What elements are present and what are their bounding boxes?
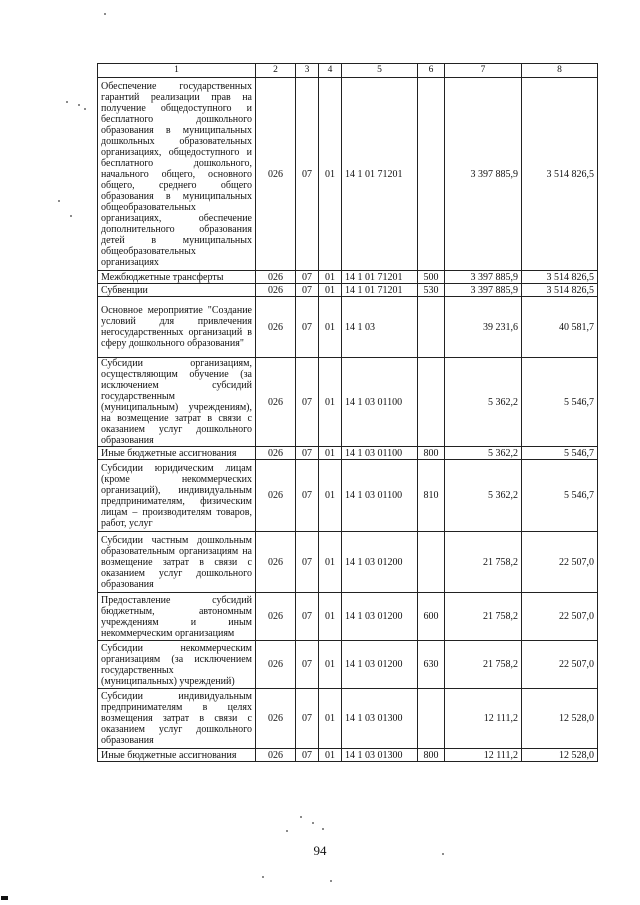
amount-cell-col7: 5 362,2 <box>445 460 522 532</box>
amount-cell-col7: 3 397 885,9 <box>445 271 522 284</box>
row-name-cell: Субвенции <box>98 284 256 297</box>
expense-type-cell <box>418 532 445 593</box>
subsection-cell: 01 <box>319 78 342 271</box>
scan-speck <box>78 104 80 106</box>
table-row <box>98 460 598 532</box>
amount-cell-col8: 5 546,7 <box>522 447 598 460</box>
header-cell: 6 <box>418 64 445 78</box>
scan-edge-mark <box>1 896 8 900</box>
ved-code-cell: 026 <box>256 78 296 271</box>
target-article-cell: 14 1 01 71201 <box>342 78 418 271</box>
section-cell: 07 <box>296 460 319 532</box>
amount-cell-col7: 3 397 885,9 <box>445 78 522 271</box>
expense-type-cell <box>418 297 445 358</box>
row-name-cell: Предоставление субсидий бюджетным, автономным учреждениям и иным некоммерческим организациям <box>98 593 256 641</box>
ved-code-cell: 026 <box>256 689 296 749</box>
scan-speck <box>104 13 106 15</box>
section-cell: 07 <box>296 78 319 271</box>
scan-speck <box>312 822 314 824</box>
section-cell: 07 <box>296 358 319 447</box>
expense-type-cell: 810 <box>418 460 445 532</box>
row-name-cell: Иные бюджетные ассигнования <box>98 447 256 460</box>
expense-type-cell <box>418 78 445 271</box>
table-row <box>98 297 598 358</box>
table-row <box>98 358 598 447</box>
ved-code-cell: 026 <box>256 297 296 358</box>
ved-code-cell: 026 <box>256 532 296 593</box>
table-row <box>98 284 598 297</box>
amount-cell-col8: 3 514 826,5 <box>522 284 598 297</box>
section-cell: 07 <box>296 593 319 641</box>
scan-speck <box>322 828 324 830</box>
header-cell: 2 <box>256 64 296 78</box>
subsection-cell: 01 <box>319 358 342 447</box>
subsection-cell: 01 <box>319 593 342 641</box>
amount-cell-col7: 21 758,2 <box>445 641 522 689</box>
expense-type-cell: 800 <box>418 749 445 762</box>
ved-code-cell: 026 <box>256 641 296 689</box>
amount-cell-col8: 40 581,7 <box>522 297 598 358</box>
row-name-cell: Основное мероприятие "Создание условий для привлечения негосударственных организаций в сферу дошкольного образования" <box>98 297 256 358</box>
amount-cell-col7: 3 397 885,9 <box>445 284 522 297</box>
row-name-cell: Субсидии юридическим лицам (кроме некоммерческих организаций), индивидуальным предпринимателям, физическим лицам – производителям товаров, работ, услуг <box>98 460 256 532</box>
subsection-cell: 01 <box>319 641 342 689</box>
target-article-cell: 14 1 03 01200 <box>342 593 418 641</box>
row-name-cell: Субсидии организациям, осуществляющим обучение (за исключением субсидий государственным (муниципальным) учреждениям), на возмещение затрат в связи с оказанием услуг дошкольного образования <box>98 358 256 447</box>
target-article-cell: 14 1 03 01300 <box>342 689 418 749</box>
expense-type-cell: 500 <box>418 271 445 284</box>
header-cell: 5 <box>342 64 418 78</box>
subsection-cell: 01 <box>319 460 342 532</box>
amount-cell-col7: 12 111,2 <box>445 749 522 762</box>
table-header-row <box>98 64 598 78</box>
row-name-cell: Обеспечение государственных гарантий реализации прав на получение общедоступного и бесплатного дошкольного образования в муниципальных дошкольных образовательных организациях, общедоступного и бесплатного дошкольного, начального общего, основного общего, среднего общего образования в муниципальных общеобразовательных организациях, обеспечение дополнительного образования детей в муниципальных общеобразовательных организациях <box>98 78 256 271</box>
amount-cell-col7: 5 362,2 <box>445 358 522 447</box>
table-row <box>98 271 598 284</box>
subsection-cell: 01 <box>319 532 342 593</box>
amount-cell-col8: 5 546,7 <box>522 358 598 447</box>
amount-cell-col8: 3 514 826,5 <box>522 78 598 271</box>
target-article-cell: 14 1 01 71201 <box>342 284 418 297</box>
section-cell: 07 <box>296 284 319 297</box>
table-row <box>98 447 598 460</box>
amount-cell-col8: 12 528,0 <box>522 749 598 762</box>
section-cell: 07 <box>296 297 319 358</box>
scan-speck <box>70 215 72 217</box>
scan-speck <box>66 101 68 103</box>
expense-type-cell: 800 <box>418 447 445 460</box>
amount-cell-col7: 5 362,2 <box>445 447 522 460</box>
amount-cell-col8: 22 507,0 <box>522 532 598 593</box>
table-row <box>98 689 598 749</box>
target-article-cell: 14 1 03 01300 <box>342 749 418 762</box>
scan-speck <box>262 876 264 878</box>
row-name-cell: Иные бюджетные ассигнования <box>98 749 256 762</box>
subsection-cell: 01 <box>319 297 342 358</box>
ved-code-cell: 026 <box>256 460 296 532</box>
subsection-cell: 01 <box>319 284 342 297</box>
section-cell: 07 <box>296 689 319 749</box>
target-article-cell: 14 1 01 71201 <box>342 271 418 284</box>
header-cell: 8 <box>522 64 598 78</box>
amount-cell-col7: 21 758,2 <box>445 532 522 593</box>
section-cell: 07 <box>296 749 319 762</box>
row-name-cell: Субсидии некоммерческим организациям (за исключением государственных (муниципальных) учреждений) <box>98 641 256 689</box>
amount-cell-col7: 12 111,2 <box>445 689 522 749</box>
amount-cell-col8: 3 514 826,5 <box>522 271 598 284</box>
amount-cell-col8: 12 528,0 <box>522 689 598 749</box>
subsection-cell: 01 <box>319 271 342 284</box>
amount-cell-col8: 22 507,0 <box>522 641 598 689</box>
header-cell: 4 <box>319 64 342 78</box>
ved-code-cell: 026 <box>256 593 296 641</box>
ved-code-cell: 026 <box>256 749 296 762</box>
amount-cell-col7: 21 758,2 <box>445 593 522 641</box>
target-article-cell: 14 1 03 01100 <box>342 460 418 532</box>
target-article-cell: 14 1 03 01200 <box>342 532 418 593</box>
subsection-cell: 01 <box>319 447 342 460</box>
ved-code-cell: 026 <box>256 447 296 460</box>
expense-type-cell <box>418 689 445 749</box>
scan-speck <box>442 853 444 855</box>
section-cell: 07 <box>296 271 319 284</box>
scan-speck <box>286 830 288 832</box>
header-cell: 7 <box>445 64 522 78</box>
table-row <box>98 532 598 593</box>
row-name-cell: Межбюджетные трансферты <box>98 271 256 284</box>
ved-code-cell: 026 <box>256 358 296 447</box>
target-article-cell: 14 1 03 01100 <box>342 447 418 460</box>
subsection-cell: 01 <box>319 749 342 762</box>
table-row <box>98 749 598 762</box>
target-article-cell: 14 1 03 <box>342 297 418 358</box>
table-row <box>98 593 598 641</box>
section-cell: 07 <box>296 641 319 689</box>
page-number: 94 <box>313 843 327 858</box>
section-cell: 07 <box>296 447 319 460</box>
scan-speck <box>330 880 332 882</box>
subsection-cell: 01 <box>319 689 342 749</box>
table-row <box>98 641 598 689</box>
table-row <box>98 78 598 271</box>
target-article-cell: 14 1 03 01100 <box>342 358 418 447</box>
expense-type-cell <box>418 358 445 447</box>
section-cell: 07 <box>296 532 319 593</box>
scan-speck <box>58 200 60 202</box>
expense-type-cell: 530 <box>418 284 445 297</box>
header-cell: 3 <box>296 64 319 78</box>
expense-type-cell: 630 <box>418 641 445 689</box>
header-cell: 1 <box>98 64 256 78</box>
scan-speck <box>300 816 302 818</box>
amount-cell-col8: 5 546,7 <box>522 460 598 532</box>
budget-table <box>97 63 598 762</box>
target-article-cell: 14 1 03 01200 <box>342 641 418 689</box>
scan-speck <box>84 108 86 110</box>
expense-type-cell: 600 <box>418 593 445 641</box>
ved-code-cell: 026 <box>256 271 296 284</box>
ved-code-cell: 026 <box>256 284 296 297</box>
amount-cell-col7: 39 231,6 <box>445 297 522 358</box>
row-name-cell: Субсидии индивидуальным предпринимателям в целях возмещения затрат в связи с оказанием услуг дошкольного образования <box>98 689 256 749</box>
row-name-cell: Субсидии частным дошкольным образовательным организациям на возмещение затрат в связи с оказанием услуг дошкольного образования <box>98 532 256 593</box>
amount-cell-col8: 22 507,0 <box>522 593 598 641</box>
